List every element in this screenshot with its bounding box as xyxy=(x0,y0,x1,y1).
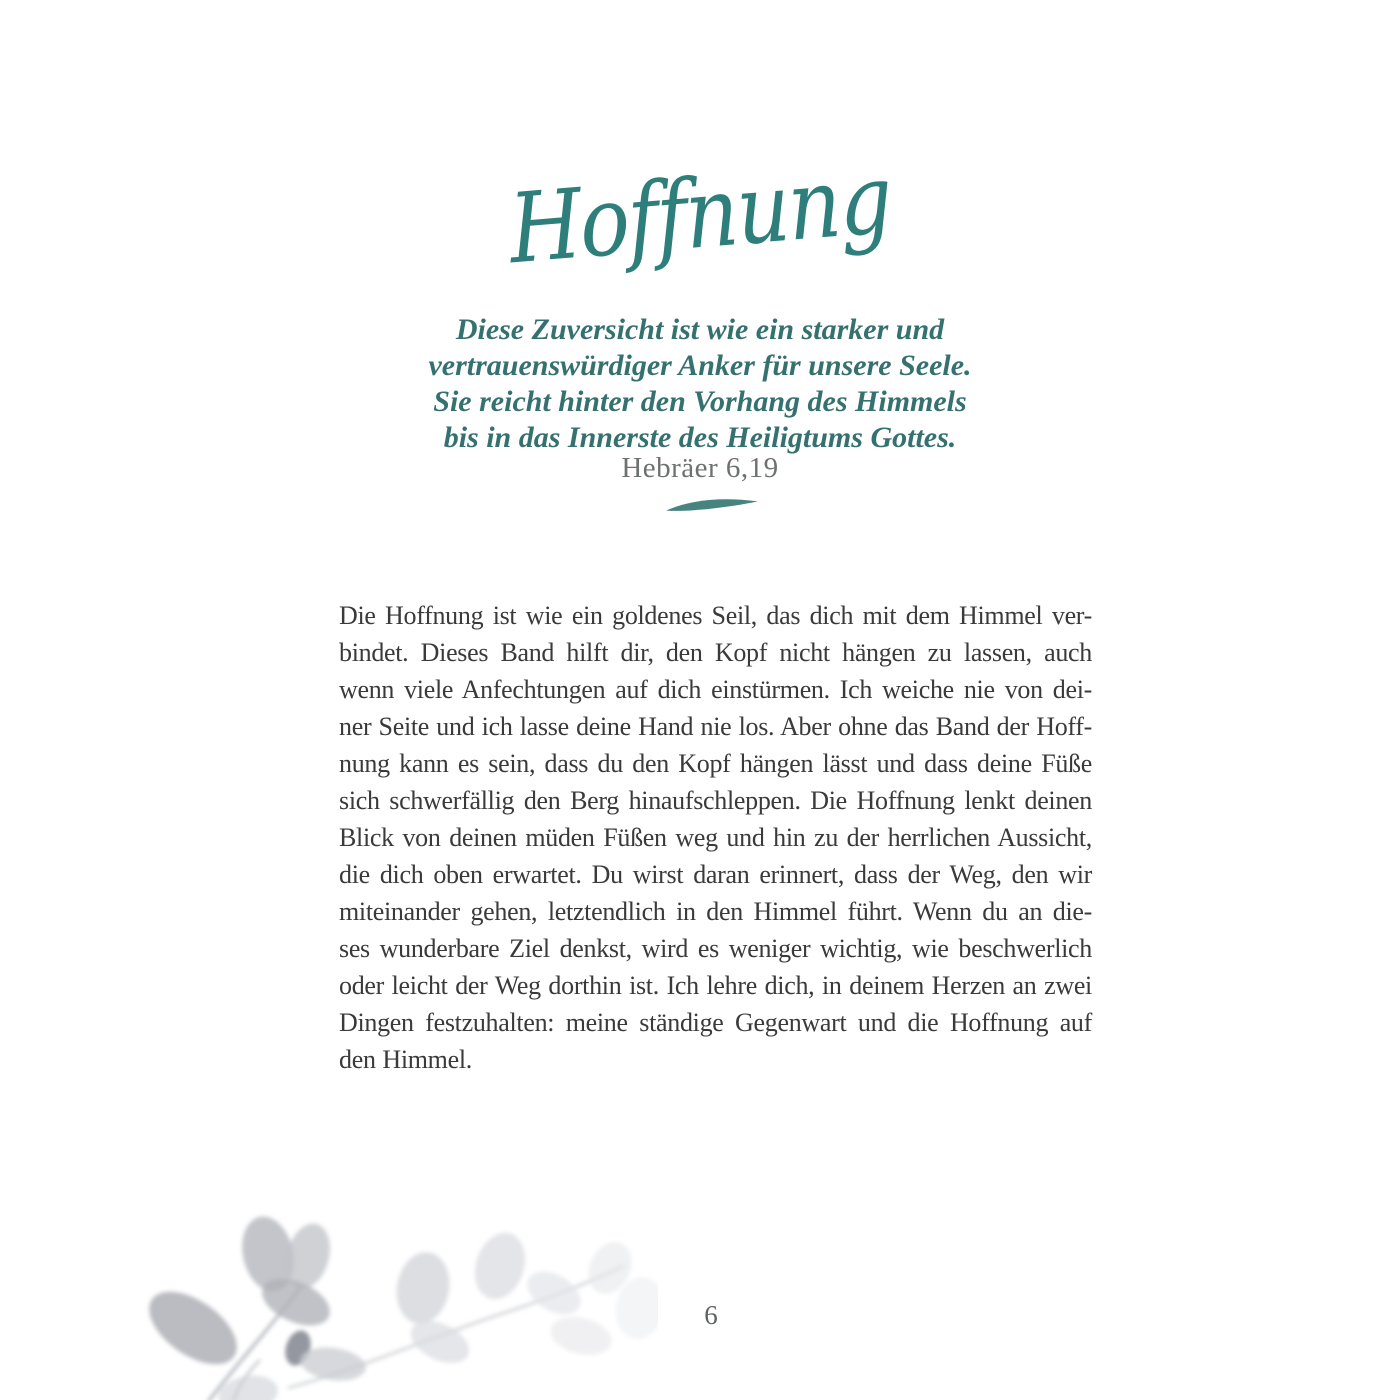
verse-line: bis in das Innerste des Heiligtums Gottes. xyxy=(443,421,957,454)
body-line: oder leicht der Weg dorthin ist. Ich lehre dich, in deinem Herzen an zwei xyxy=(339,971,1092,1000)
body-line: bindet. Dieses Band hilft dir, den Kopf nicht hängen zu lassen, auch xyxy=(339,638,1092,667)
body-line: sich schwerfällig den Berg hinaufschleppen. Die Hoffnung lenkt deinen xyxy=(339,786,1092,815)
brush-stroke-underline-icon xyxy=(662,492,763,517)
page-title: Hoffnung xyxy=(506,142,894,286)
body-line: wenn viele Anfechtungen auf dich einstürmen. Ich weiche nie von dei- xyxy=(339,675,1092,704)
body-paragraph xyxy=(339,597,1092,1078)
eucalyptus-watercolor-decoration-icon xyxy=(138,1196,658,1400)
body-line: miteinander gehen, letztendlich in den Himmel führt. Wenn du an die- xyxy=(339,897,1092,926)
body-line: ner Seite und ich lasse deine Hand nie los. Aber ohne das Band der Hoff- xyxy=(339,712,1092,741)
verse-block xyxy=(0,312,1400,456)
body-line: Die Hoffnung ist wie ein goldenes Seil, das dich mit dem Himmel ver- xyxy=(339,601,1092,630)
verse-line: Diese Zuversicht ist wie ein starker und xyxy=(455,313,945,346)
body-line: ses wunderbare Ziel denkst, wird es weniger wichtig, wie beschwerlich xyxy=(339,934,1092,963)
body-line: die dich oben erwartet. Du wirst daran erinnert, dass der Weg, den wir xyxy=(339,860,1092,889)
body-line: Blick von deinen müden Füßen weg und hin zu der herrlichen Aussicht, xyxy=(339,823,1092,852)
body-line: den Himmel. xyxy=(339,1045,472,1074)
body-line: Dingen festzuhalten: meine ständige Gegenwart und die Hoffnung auf xyxy=(339,1008,1092,1037)
verse-reference: Hebräer 6,19 xyxy=(621,452,779,484)
verse-line: Sie reicht hinter den Vorhang des Himmels xyxy=(433,385,967,418)
page-number: 6 xyxy=(704,1300,718,1330)
verse-line: vertrauenswürdiger Anker für unsere Seele. xyxy=(428,349,972,382)
body-line: nung kann es sein, dass du den Kopf hängen lässt und dass deine Füße xyxy=(339,749,1092,778)
